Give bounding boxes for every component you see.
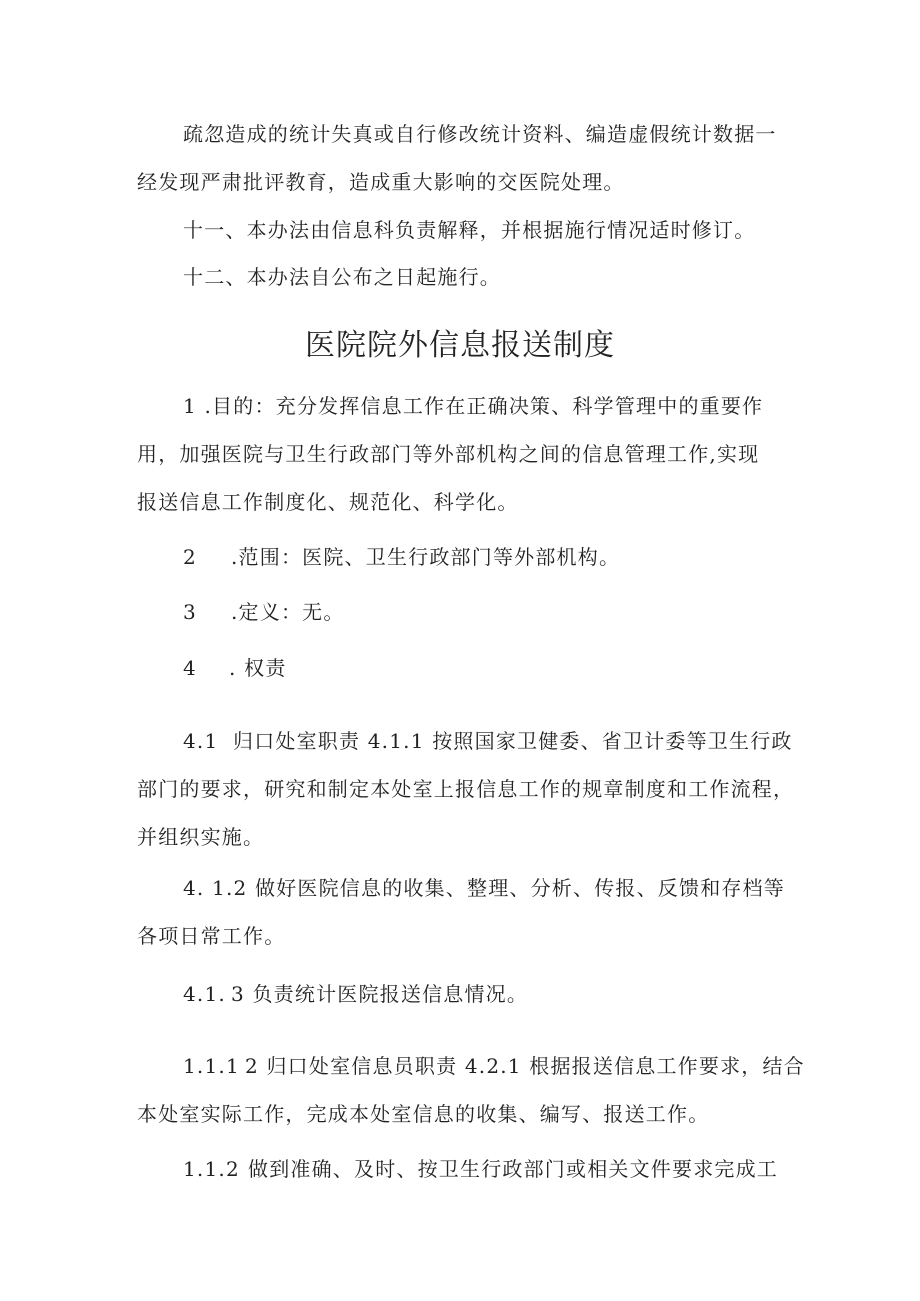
section-4-1-line-1 [183, 727, 793, 755]
section-2-text: .范围：医院、卫生行政部门等外部机构。 [231, 545, 621, 569]
section-1-line-2: 用，加强医院与卫生行政部门等外部机构之间的信息管理工作,实现 [137, 442, 760, 466]
section-4-1-line-3: 并组织实施。 [137, 825, 265, 849]
intro-line-1: 疏忽造成的统计失真或自行修改统计资料、编造虚假统计数据一 [183, 122, 777, 146]
section-1-1-2 [183, 1155, 778, 1183]
clause-12: 十二、本办法自公布之日起施行。 [183, 265, 501, 289]
page-title: 医院院外信息报送制度 [305, 328, 615, 363]
section-4-1-text: 归口处室职责 4.1.1 按照国家卫健委、省卫计委等卫生行政 [233, 729, 793, 753]
section-4-1-2-line-1: 4. 1.2 做好医院信息的收集、整理、分析、传报、反馈和存档等 [183, 876, 786, 900]
section-4-number: 4 [183, 656, 197, 680]
section-1-1-1-text: 2 归口处室信息员职责 4.2.1 根据报送信息工作要求，结合 [245, 1054, 805, 1078]
section-4-text: . 权责 [229, 656, 287, 680]
section-4-1-number: 4.1 [183, 729, 219, 753]
section-1-1-1-line-2: 本处室实际工作，完成本处室信息的收集、编写、报送工作。 [137, 1102, 710, 1126]
section-3 [183, 598, 345, 626]
section-1-line-1: 1 .目的：充分发挥信息工作在正确决策、科学管理中的重要作 [183, 394, 764, 418]
section-2 [183, 543, 620, 571]
section-4-1-3-text: 3 负责统计医院报送信息情况。 [231, 982, 529, 1006]
section-4 [183, 654, 287, 682]
section-3-text: .定义：无。 [231, 600, 345, 624]
section-1-1-1-number: 1.1.1 [183, 1054, 240, 1078]
section-1-1-2-number: 1.1.2 [183, 1157, 240, 1181]
section-1-1-2-text: 做到准确、及时、按卫生行政部门或相关文件要求完成工 [248, 1157, 778, 1181]
section-1-1-1-line-1 [183, 1052, 805, 1080]
section-4-1-2-line-2: 各项日常工作。 [137, 924, 286, 948]
intro-line-2: 经发现严肃批评教育，造成重大影响的交医院处理。 [137, 170, 625, 194]
section-4-1-3-number: 4.1. [183, 982, 226, 1006]
clause-11: 十一、本办法由信息科负责解释，并根据施行情况适时修订。 [183, 218, 756, 242]
section-2-number: 2 [183, 545, 197, 569]
section-4-1-line-2: 部门的要求，研究和制定本处室上报信息工作的规章制度和工作流程， [137, 777, 795, 801]
section-3-number: 3 [183, 600, 197, 624]
section-4-1-3 [183, 980, 528, 1008]
section-1-line-3: 报送信息工作制度化、规范化、科学化。 [137, 490, 519, 514]
